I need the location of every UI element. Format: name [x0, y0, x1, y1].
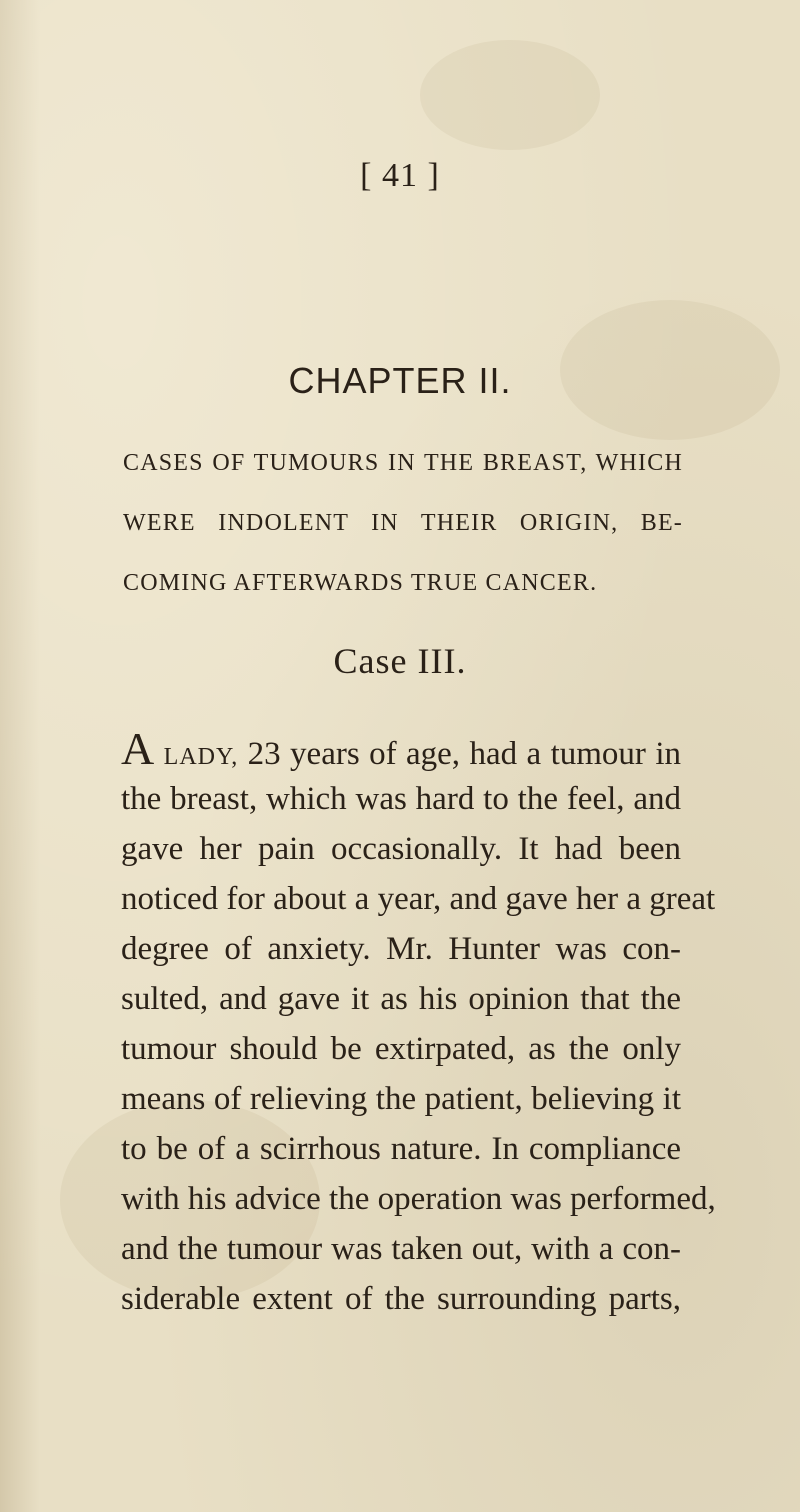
page-number: [ 41 ] [360, 157, 440, 194]
paragraph-line: sulted, and gave it as his opinion that the [121, 981, 681, 1017]
paragraph-line: noticed for about a year, and gave her a great [121, 881, 716, 917]
paragraph-line: means of relieving the patient, believing it [121, 1081, 681, 1117]
chapter-title: CHAPTER II. [288, 360, 512, 401]
paragraph-line: siderable extent of the surrounding parts, [121, 1281, 681, 1317]
paragraph-line: the breast, which was hard to the feel, and [121, 781, 681, 817]
case-heading: Case III. [333, 641, 467, 681]
chapter-subtitle-line: COMING AFTERWARDS TRUE CANCER. [123, 570, 598, 596]
chapter-subtitle-line: CASES OF TUMOURS IN THE BREAST, WHICH [123, 450, 683, 476]
drop-cap: A [121, 723, 155, 774]
paragraph-line: and the tumour was taken out, with a con- [121, 1231, 681, 1267]
first-line-text: 23 years of age, had a tumour in [247, 736, 682, 772]
paragraph-line: to be of a scirrhous nature. In compliance [121, 1131, 681, 1167]
small-caps-word: LADY, [163, 744, 239, 770]
paragraph-line: tumour should be extirpated, as the only [121, 1031, 681, 1067]
paragraph-line: with his advice the operation was performed, [121, 1181, 716, 1217]
paragraph-line: degree of anxiety. Mr. Hunter was con- [121, 931, 681, 967]
paper-stain [420, 40, 600, 150]
paragraph-line: gave her pain occasionally. It had been [121, 831, 681, 867]
paragraph-first-line [121, 725, 681, 781]
chapter-subtitle-line: WERE INDOLENT IN THEIR ORIGIN, BE- [123, 510, 683, 536]
